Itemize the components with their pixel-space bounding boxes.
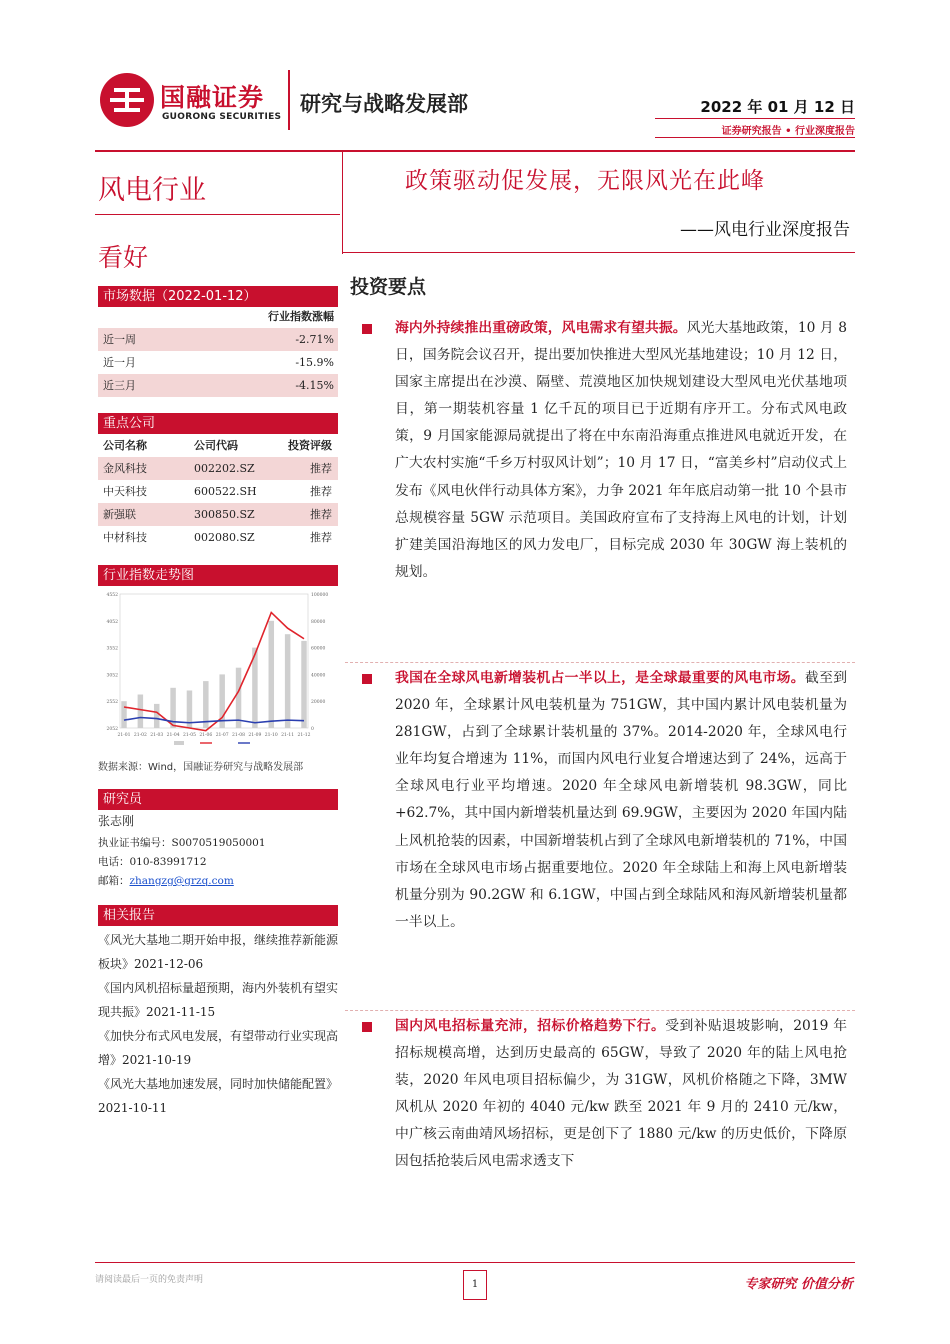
company-rating: 推荐 bbox=[310, 462, 332, 475]
chart-x-tick-label: 21-07 bbox=[215, 733, 229, 738]
brand-name: 国融证券 bbox=[160, 83, 265, 112]
disclaimer-note: 请阅读最后一页的免责声明 bbox=[95, 1275, 204, 1285]
market-row bbox=[98, 351, 338, 374]
market-row-value: -2.71% bbox=[295, 333, 334, 346]
chart-left-tick-label: 2052 bbox=[106, 727, 118, 732]
related-report-item[interactable]: 《国内风机招标量超预期，海内外装机有望实现共振》2021-11-15 bbox=[98, 981, 339, 1019]
analyst-cert: 执业证书编号：S0070519050001 bbox=[98, 837, 266, 849]
market-row-label: 近一月 bbox=[103, 356, 136, 369]
header-divider bbox=[288, 70, 290, 130]
company-name: 金风科技 bbox=[103, 462, 147, 475]
industry-rating: 看好 bbox=[98, 243, 149, 272]
market-col-header bbox=[98, 306, 338, 327]
company-name: 中天科技 bbox=[103, 485, 147, 498]
chart-plot-frame bbox=[120, 594, 308, 728]
chart-right-tick-label: 100000 bbox=[311, 593, 329, 598]
market-col-header-label: 行业指数涨幅 bbox=[268, 310, 334, 323]
bullet-square-icon bbox=[362, 324, 372, 334]
subtitle-rule bbox=[342, 252, 855, 253]
report-type: 证券研究报告 • 行业深度报告 bbox=[721, 126, 855, 137]
chart-left-tick-label: 4552 bbox=[106, 593, 118, 598]
report-subtitle: ——风电行业深度报告 bbox=[680, 220, 850, 240]
industry-name: 风电行业 bbox=[98, 175, 206, 206]
related-report-item[interactable]: 《加快分布式风电发展，有望带动行业实现高增》2021-10-19 bbox=[98, 1029, 339, 1067]
companies-header-rating: 投资评级 bbox=[288, 439, 332, 452]
chart-x-tick-label: 21-08 bbox=[232, 733, 246, 738]
chart-right-tick-label: 0 bbox=[311, 727, 314, 732]
companies-title: 重点公司 bbox=[98, 413, 338, 434]
company-name: 新强联 bbox=[103, 508, 136, 521]
chart-industry-line bbox=[124, 612, 304, 730]
company-rating: 推荐 bbox=[310, 531, 332, 544]
chart-x-tick-label: 21-04 bbox=[166, 733, 180, 738]
department-name: 研究与战略发展部 bbox=[300, 92, 468, 116]
investment-point bbox=[395, 1013, 847, 1176]
market-row bbox=[98, 374, 338, 397]
related-title: 相关报告 bbox=[98, 905, 338, 926]
point-lead: 海内外持续推出重磅政策，风电需求有望共振。 bbox=[395, 320, 687, 336]
investment-point bbox=[395, 665, 847, 936]
chart-right-tick-label: 40000 bbox=[311, 673, 326, 679]
point-lead: 国内风电招标量充沛，招标价格趋势下行。 bbox=[395, 1018, 666, 1034]
bullet-square-icon bbox=[362, 674, 372, 684]
chart-left-tick-label: 3052 bbox=[106, 673, 118, 679]
chart-volume-bar bbox=[285, 634, 290, 728]
companies-header-name: 公司名称 bbox=[103, 439, 147, 452]
company-row bbox=[98, 480, 338, 503]
analyst-name: 张志刚 bbox=[98, 814, 135, 828]
chart-x-tick-label: 21-01 bbox=[117, 733, 131, 738]
market-data-title: 市场数据（2022-01-12） bbox=[98, 286, 338, 307]
investment-points-heading: 投资要点 bbox=[350, 276, 427, 298]
brand-logo-icon bbox=[100, 73, 154, 127]
chart-x-tick-label: 21-10 bbox=[264, 733, 278, 738]
brand-slogan: 专家研究 价值分析 bbox=[744, 1277, 853, 1292]
point-text: 风光大基地政策，10 月 8 日，国务院会议召开，提出要加快推进大型风光基地建设；10 月 12 日，国家主席提出在沙漠、隔壁、荒漠地区加快规划建设大型风电光伏基地项目，第一期装机容量 1 亿千瓦的项目已于近期有序开工。分布式风电政策，9 月国家能源局就提出了将在中东南沿海重点推进风电就近开发，在广大农村实施“千乡万村驭风计划”；10 月 17 日，“富美乡村”启动仪式上发布《风电伙伴行动具体方案》，力争 2021 年年底启动第一批 10 个县市总规模容量 5GW 示范项目。美国政府宣布了支持海上风电的计划，计划扩建美国沿海地区的风力发电厂，目标完成 2030 年 30GW 海上装机的规划。 bbox=[395, 320, 848, 580]
company-row bbox=[98, 457, 338, 480]
chart-volume-bar bbox=[236, 668, 241, 728]
chart-volume-bar bbox=[301, 641, 306, 728]
analyst-email-link[interactable]: zhangzg@grzq.com bbox=[129, 875, 234, 887]
chart-x-tick-label: 21-09 bbox=[248, 733, 262, 738]
footer-rule bbox=[95, 1262, 855, 1263]
top-divider bbox=[95, 150, 855, 152]
chart-legend-swatch bbox=[174, 741, 184, 745]
analyst-email-label: 邮箱： bbox=[98, 875, 130, 887]
companies-header bbox=[98, 434, 338, 457]
chart-volume-bar bbox=[154, 704, 159, 728]
chart-right-tick-label: 60000 bbox=[311, 646, 326, 652]
chart-left-tick-label: 2552 bbox=[106, 700, 118, 706]
related-report-item[interactable]: 《风光大基地加速发展，同时加快储能配置》2021-10-11 bbox=[98, 1077, 339, 1115]
investment-point bbox=[395, 315, 847, 586]
company-row bbox=[98, 526, 338, 549]
header-rule bbox=[655, 137, 855, 138]
chart-right-tick-label: 20000 bbox=[311, 700, 326, 706]
header-rule bbox=[655, 118, 855, 119]
point-text: 受到补贴退坡影响，2019 年招标规模高增，达到历史最高的 65GW，导致了 2020 年的陆上风电抢装，2020 年风电项目招标偏少，为 31GW，风机价格随之下降，3MW 风机从 2020 年初的 4040 元/kw 跌至 2021 年 9 月的 2410 元/kw，中广核云南曲靖风场招标，更是创下了 1880 元/kw 的历史低价，下降原因包括抢装后风电需求透支下 bbox=[395, 1018, 848, 1170]
chart-volume-bar bbox=[138, 695, 143, 729]
chart-right-tick-label: 80000 bbox=[311, 619, 326, 625]
chart-x-tick-label: 21-03 bbox=[150, 733, 164, 738]
company-code: 300850.SZ bbox=[194, 508, 255, 521]
point-separator bbox=[345, 1010, 855, 1012]
market-row-value: -15.9% bbox=[295, 356, 334, 369]
chart-left-tick-label: 4052 bbox=[106, 619, 118, 625]
chart-x-tick-label: 21-05 bbox=[182, 733, 196, 738]
report-title: 政策驱动促发展，无限风光在此峰 bbox=[405, 168, 765, 194]
chart-volume-bar bbox=[269, 621, 274, 728]
point-separator bbox=[345, 662, 855, 664]
point-text: 截至到 2020 年，全球累计风电装机量为 751GW，其中国内累计风电装机量为 281GW，占到了全球累计装机量的 37%。2014-2020 年，全球风电行业年均复合增速为 11%，而国内风电行业复合增速达到了 24%，远高于全球风电行业平均增速。2020 年全球风电新增装机 98.3GW，同比+62.7%，其中国内新增装机量达到 69.9GW，主要因为 2020 年国内陆上风机抢装的因素，中国新增装机占到了全球风电新增装机的 71%，中国市场在全球风电市场占据重要地位。2020 年全球陆上和海上风电新增装机量分别为 90.2GW 和 6.1GW，中国占到全球陆风和海风新增装机量都一半以上。 bbox=[395, 670, 848, 930]
market-row-label: 近一周 bbox=[103, 333, 136, 346]
company-rating: 推荐 bbox=[310, 508, 332, 521]
company-code: 002080.SZ bbox=[194, 531, 255, 544]
index-chart-title: 行业指数走势图 bbox=[98, 565, 338, 586]
data-source: 数据来源：Wind，国融证券研究与战略发展部 bbox=[98, 762, 304, 773]
market-row bbox=[98, 328, 338, 351]
chart-benchmark-line bbox=[124, 717, 304, 722]
brand-name-en: GUORONG SECURITIES bbox=[162, 112, 282, 122]
column-divider bbox=[342, 150, 343, 254]
related-report-item[interactable]: 《风光大基地二期开始申报，继续推荐新能源板块》2021-12-06 bbox=[98, 933, 339, 971]
report-date: 2022 年 01 月 12 日 bbox=[700, 98, 855, 116]
analyst-phone: 电话：010-83991712 bbox=[98, 856, 207, 868]
company-name: 中材科技 bbox=[103, 531, 147, 544]
chart-x-tick-label: 21-11 bbox=[281, 733, 295, 738]
companies-header-code: 公司代码 bbox=[194, 439, 238, 452]
market-row-value: -4.15% bbox=[295, 379, 334, 392]
analyst-email-row bbox=[98, 873, 234, 888]
index-trend-chart bbox=[98, 588, 338, 753]
point-lead: 我国在全球风电新增装机占一半以上，是全球最重要的风电市场。 bbox=[395, 670, 805, 686]
market-row-label: 近三月 bbox=[103, 379, 136, 392]
company-code: 600522.SH bbox=[194, 485, 257, 498]
analyst-title: 研究员 bbox=[98, 789, 338, 810]
chart-left-tick-label: 3552 bbox=[106, 646, 118, 652]
company-row bbox=[98, 503, 338, 526]
bullet-square-icon bbox=[362, 1022, 372, 1032]
company-code: 002202.SZ bbox=[194, 462, 255, 475]
chart-x-tick-label: 21-12 bbox=[297, 733, 311, 738]
industry-rule bbox=[95, 214, 340, 215]
page-number: 1 bbox=[463, 1270, 487, 1300]
chart-x-tick-label: 21-02 bbox=[133, 733, 147, 738]
chart-x-tick-label: 21-06 bbox=[199, 733, 213, 738]
company-rating: 推荐 bbox=[310, 485, 332, 498]
chart-volume-bar bbox=[121, 701, 126, 728]
